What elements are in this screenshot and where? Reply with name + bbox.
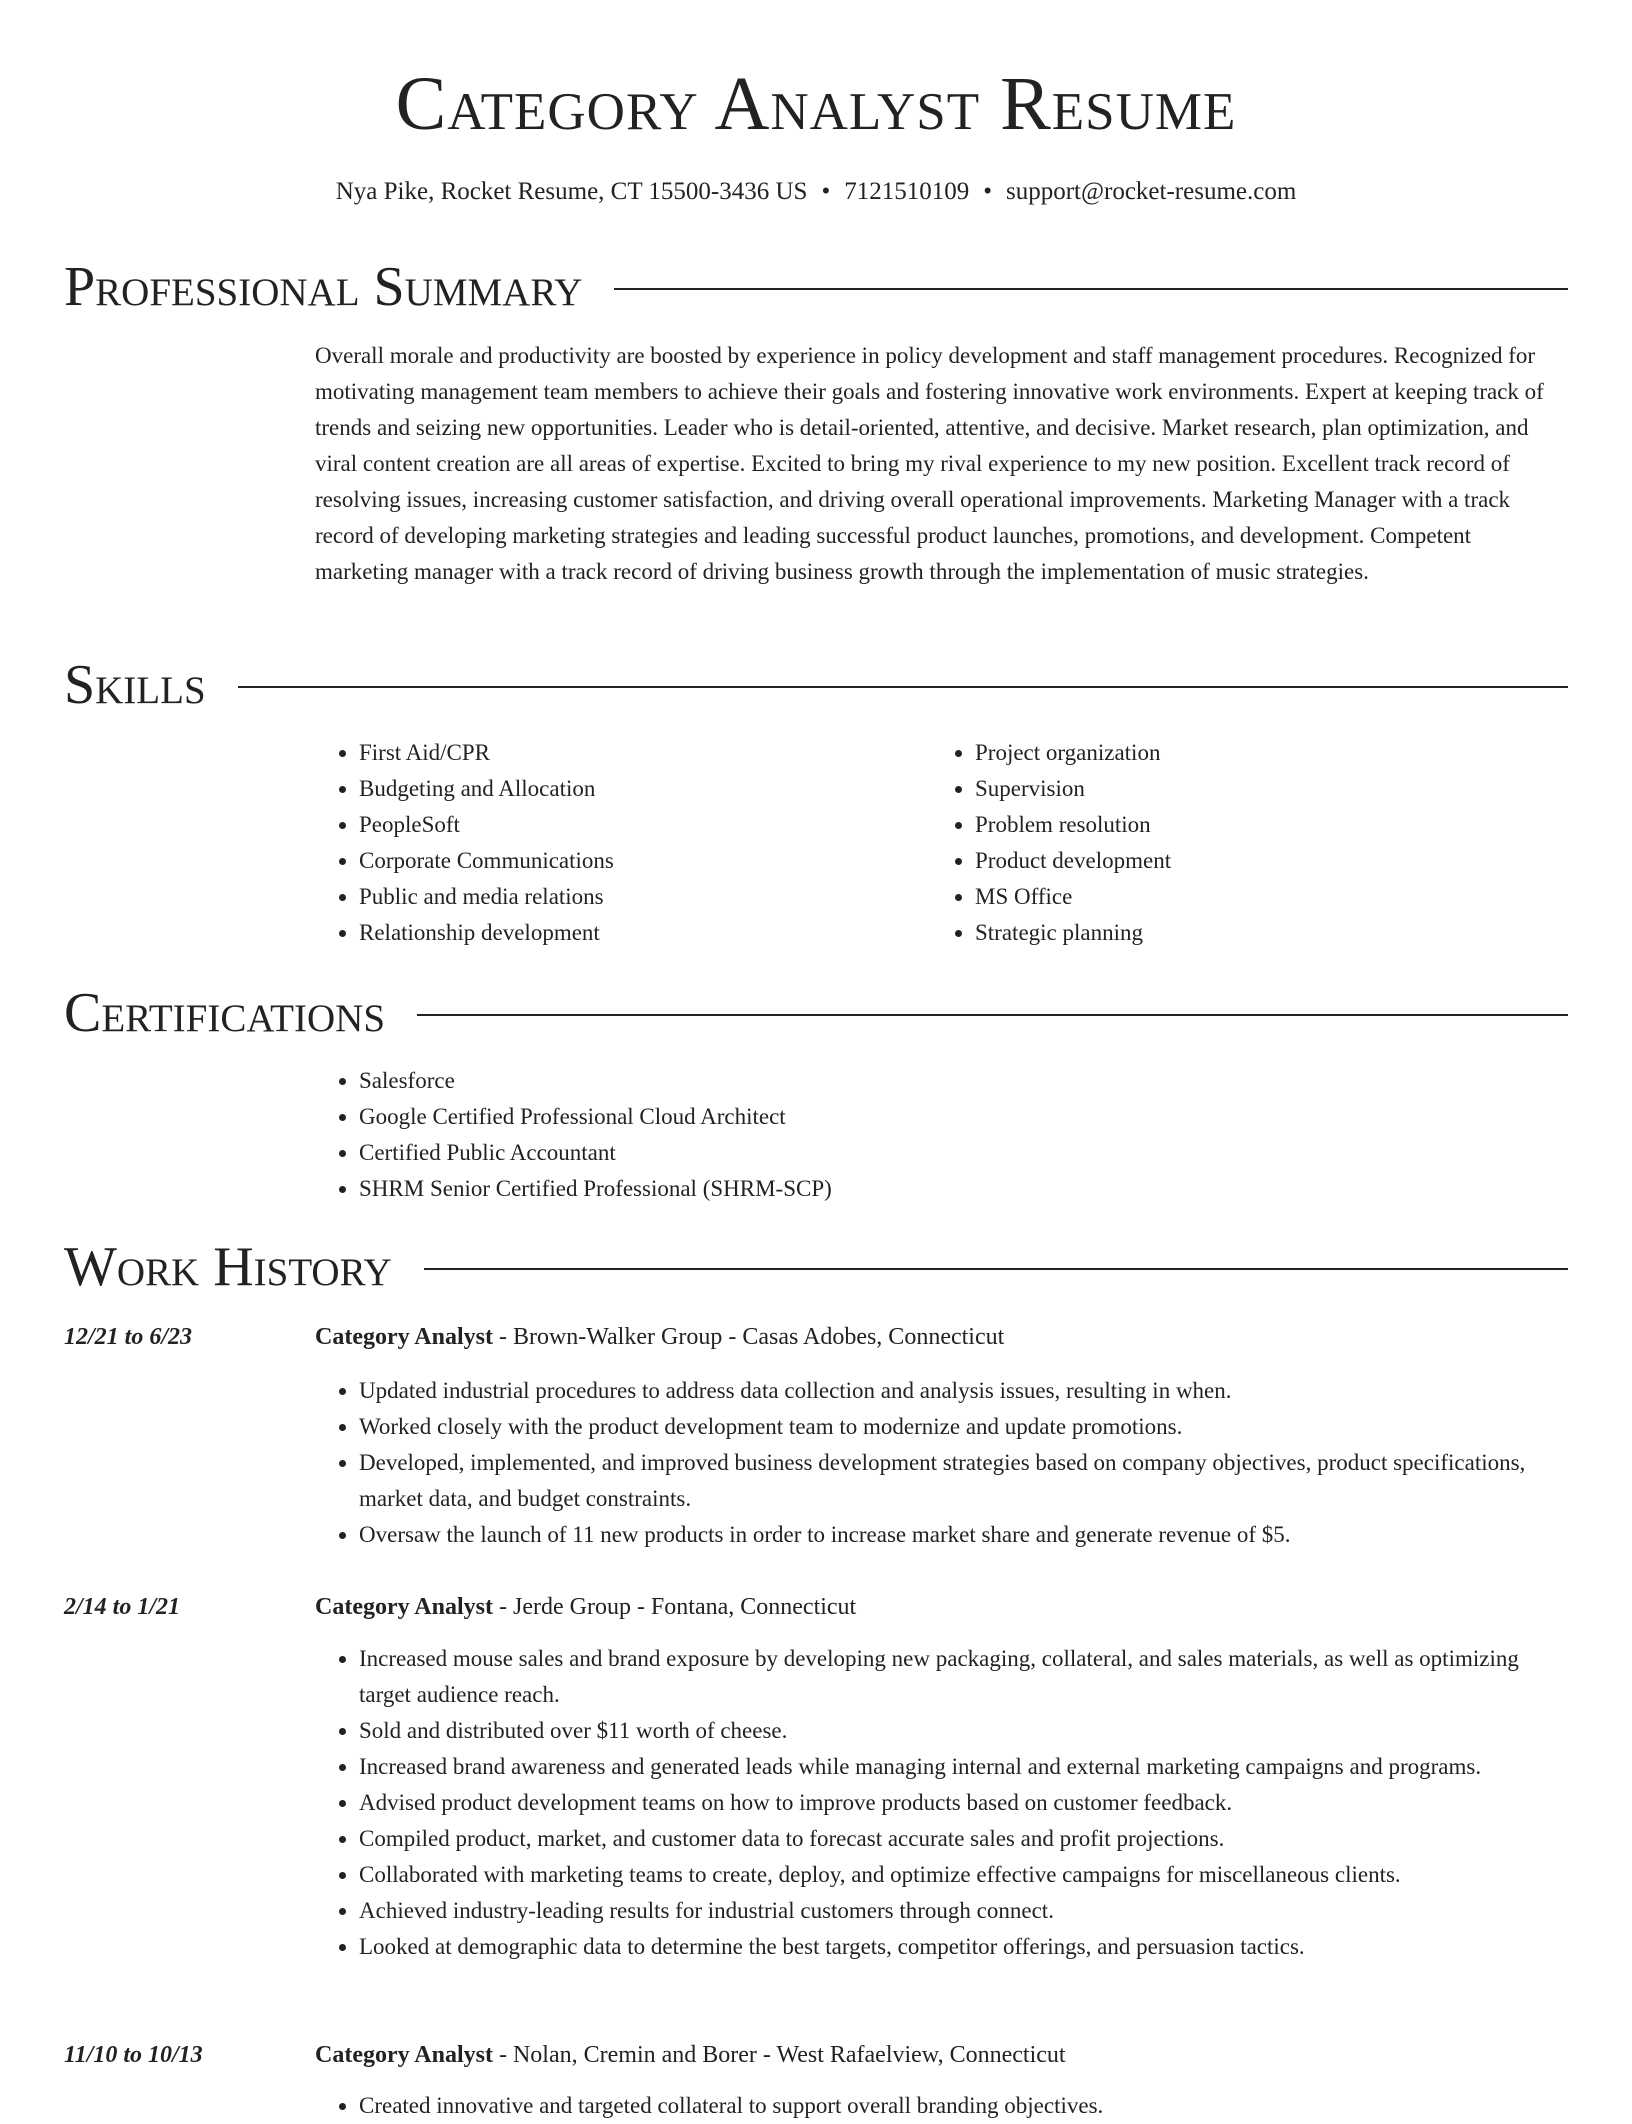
contact-line: [0, 172, 1632, 212]
skill-item: • PeopleSoft: [359, 807, 931, 843]
job-bullet: • Collaborated with marketing teams to create, deploy, and optimize effective campaigns for miscellaneous clients.: [359, 1857, 1568, 1893]
skills-section-header: [64, 652, 1568, 718]
job-bullets: [315, 1641, 1568, 1965]
job-heading: [315, 2037, 1568, 2073]
job-details: - Brown-Walker Group - Casas Adobes, Connecticut: [492, 1324, 1005, 1350]
certifications-section-header: [64, 980, 1568, 1046]
skill-item: • Corporate Communications: [359, 843, 931, 879]
skills-list: [315, 735, 1568, 951]
job-details: - Jerde Group - Fontana, Connecticut: [492, 1594, 857, 1620]
contact-address: Nya Pike, Rocket Resume, CT 15500-3436 US: [335, 178, 808, 205]
page-title: Category Analyst Resume: [395, 62, 1237, 146]
section-divider: [614, 288, 1568, 290]
skill-item: • Problem resolution: [975, 807, 1547, 843]
job-heading: [315, 1589, 1568, 1625]
job-heading: [315, 1319, 1568, 1355]
skill-item: • First Aid/CPR: [359, 735, 931, 771]
skills-column-right: [931, 735, 1547, 951]
job-bullet: • Worked closely with the product development team to modernize and update promotions.: [359, 1409, 1568, 1445]
certification-item: • Google Certified Professional Cloud Architect: [359, 1099, 1568, 1135]
summary-text: Overall morale and productivity are boosted by experience in policy development and staff management procedures. Recognized for motivating management team members to achieve their goals and fostering innovative work environments. Expert at keeping track of trends and seizing new opportunities. Leader who is detail-oriented, attentive, and decisive. Market research, plan optimization, and viral content creation are all areas of expertise. Excited to bring my rival experience to my new position. Excellent track record of resolving issues, increasing customer satisfaction, and driving overall operational improvements. Marketing Manager with a track record of developing marketing strategies and leading successful product launches, promotions, and development. Competent marketing manager with a track record of driving business growth through the implementation of music strategies.: [315, 343, 1544, 584]
certifications-heading: Certifications: [64, 982, 386, 1044]
job-title: Category Analyst: [315, 2042, 493, 2068]
summary-section-header: [64, 254, 1568, 320]
skill-item: • MS Office: [975, 879, 1547, 915]
skill-item: • Strategic planning: [975, 915, 1547, 951]
section-divider: [238, 686, 1568, 688]
job-dates: 12/21 to 6/23: [64, 1324, 193, 1350]
skill-item: • Project organization: [975, 735, 1547, 771]
job-bullet: • Updated industrial procedures to address data collection and analysis issues, resulting in when.: [359, 1373, 1568, 1409]
contact-email[interactable]: support@rocket-resume.com: [1005, 178, 1297, 205]
skill-item: • Public and media relations: [359, 879, 931, 915]
contact-separator: •: [983, 178, 992, 205]
job-details: - Nolan, Cremin and Borer - West Rafaelview, Connecticut: [492, 2042, 1066, 2068]
contact-phone: 7121510109: [844, 178, 970, 205]
skill-item: • Budgeting and Allocation: [359, 771, 931, 807]
job-bullet: • Sold and distributed over $11 worth of cheese.: [359, 1713, 1568, 1749]
job-bullet: • Created innovative and targeted collateral to support overall branding objectives.: [359, 2088, 1568, 2124]
skills-column-left: [315, 735, 931, 951]
skill-item: • Supervision: [975, 771, 1547, 807]
job-bullet: • Increased mouse sales and brand exposure by developing new packaging, collateral, and sales materials, as well as optimizing target audience reach.: [359, 1641, 1568, 1713]
section-divider: [417, 1014, 1568, 1016]
job-bullet: • Achieved industry-leading results for industrial customers through connect.: [359, 1893, 1568, 1929]
summary-heading: Professional Summary: [64, 256, 583, 318]
certification-item: • Salesforce: [359, 1063, 1568, 1099]
job-bullet: • Looked at demographic data to determine the best targets, competitor offerings, and persuasion tactics.: [359, 1929, 1568, 1965]
skills-heading: Skills: [64, 654, 206, 716]
job-bullet: • Increased brand awareness and generated leads while managing internal and external marketing campaigns and programs.: [359, 1749, 1568, 1785]
job-bullet: • Developed, implemented, and improved business development strategies based on company objectives, product specifications, market data, and budget constraints.: [359, 1445, 1568, 1517]
job-bullets: [315, 2088, 1568, 2124]
section-divider: [424, 1268, 1568, 1270]
certifications-list: [315, 1063, 1568, 1207]
job-bullet: • Compiled product, market, and customer data to forecast accurate sales and profit projections.: [359, 1821, 1568, 1857]
job-title: Category Analyst: [315, 1324, 493, 1350]
job-dates: 11/10 to 10/13: [64, 2042, 203, 2068]
certification-item: • SHRM Senior Certified Professional (SHRM-SCP): [359, 1171, 1568, 1207]
certification-item: • Certified Public Accountant: [359, 1135, 1568, 1171]
job-bullet: • Advised product development teams on how to improve products based on customer feedback.: [359, 1785, 1568, 1821]
job-bullets: [315, 1373, 1568, 1553]
skill-item: • Relationship development: [359, 915, 931, 951]
job-bullet: • Oversaw the launch of 11 new products in order to increase market share and generate revenue of $5.: [359, 1517, 1568, 1553]
work-heading: Work History: [64, 1236, 392, 1298]
job-title: Category Analyst: [315, 1594, 493, 1620]
contact-separator: •: [821, 178, 831, 205]
work-section-header: [64, 1234, 1568, 1300]
job-dates: 2/14 to 1/21: [64, 1594, 181, 1620]
skill-item: • Product development: [975, 843, 1547, 879]
